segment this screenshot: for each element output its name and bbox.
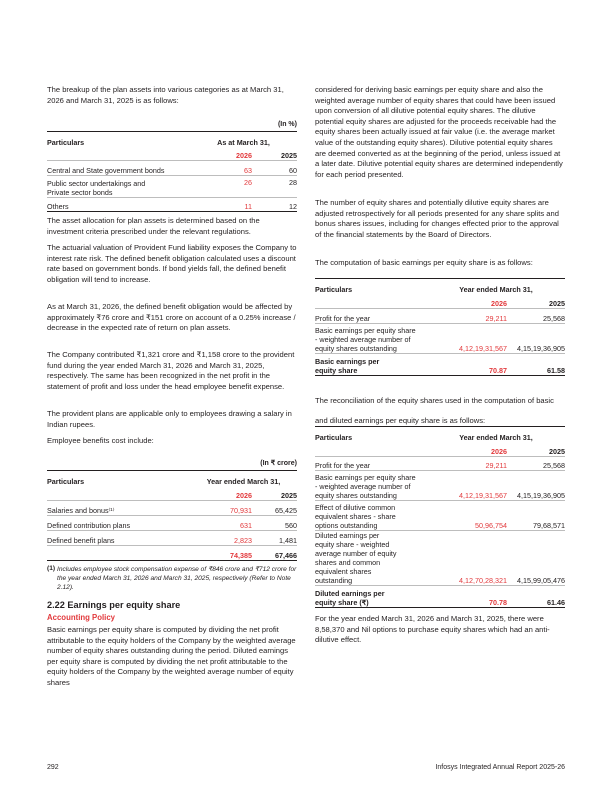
table-row: Basic earnings per equity share - weighted average number of equity shares outstanding 4,12,19,31,567 4,15,19,36,905: [315, 471, 565, 501]
paragraph-reconciliation-intro: The reconciliation of the equity shares used in the computation of basic and diluted earnings per equity share is as follows:: [315, 396, 554, 425]
plan-assets-table: [47, 131, 297, 212]
paragraph-diluted-continuation: considered for deriving basic earnings per equity share and also the weighted average number of equity shares that could have been issued upon conversion of all dilutive potential equity shares. The dilutive potential equity shares are adjusted for the proceeds receivable had the equity shares been actually issued at fair value (i.e. the average market value of the outstanding equity shares). Dilutive potential equity shares are deemed converted as at the beginning of the period, unless issued at a later date. Dilutive potential equity shares are determined independently for each period presented.: [315, 85, 563, 179]
table-row: Defined contribution plans 631 560: [47, 516, 297, 531]
table-row: Basic earnings per equity share - weighted average number of equity shares outstanding 4,12,19,31,567 4,15,19,36,905: [315, 324, 565, 354]
table-header-particulars: Particulars: [315, 279, 427, 294]
table-total-row: Diluted earnings per equity share (₹) 70.78 61.46: [315, 586, 565, 608]
table-total-row: Basic earnings per equity share 70.87 61.58: [315, 354, 565, 376]
page-number: 292: [47, 764, 59, 771]
employee-benefits-table: [47, 470, 297, 561]
year-2026: 2026: [190, 147, 252, 161]
plan-assets-intro: The breakup of the plan assets into various categories as at March 31, 2026 and March 31, 2025 is as follows:: [47, 85, 284, 105]
table-row: Diluted earnings per equity share - weighted average number of equity shares and common equivalent shares outstanding 4,12,70,28,321 4,15,99,05,476: [315, 531, 565, 585]
year-2026: 2026: [427, 294, 507, 309]
table-row: Effect of dilutive common equivalent shares - share options outstanding 50,96,754 79,68,571: [315, 501, 565, 531]
paragraph-benefits-intro: Employee benefits cost include:: [47, 436, 154, 445]
table-header-particulars: Particulars: [315, 427, 427, 442]
table-header-group: Year ended March 31,: [427, 427, 565, 442]
table-header-group: As at March 31,: [190, 132, 297, 147]
footnote-text: Includes employee stock compensation expense of ₹846 crore and ₹712 crore for the year ended March 31, 2026 and March 31, 2025, respectively (Refer to Note 2.12).: [57, 566, 297, 591]
table-row: Central and State government bonds 63 60: [47, 161, 297, 176]
paragraph-contributions: The Company contributed ₹1,321 crore and ₹1,158 crore to the provident fund during the year ended March 31, 2026 and March 31, 2025, respectively. The same has been recognized in the net profit in the statement of profit and loss under the head employee benefit expense.: [47, 350, 295, 391]
table-header-group: Year ended March 31,: [427, 279, 565, 294]
paragraph-anti-dilutive: For the year ended March 31, 2026 and March 31, 2025, there were 8,58,370 and Nil options to purchase equity shares which had an anti-dilutive effect.: [315, 614, 550, 645]
year-2025: 2025: [252, 147, 297, 161]
year-2026: 2026: [190, 486, 252, 501]
year-2025: 2025: [507, 294, 565, 309]
table-header-particulars: Particulars: [47, 471, 190, 486]
diluted-eps-table: [315, 426, 565, 608]
table-total-row: 74,385 67,466: [47, 546, 297, 561]
table-row: Profit for the year 29,211 25,568: [315, 457, 565, 471]
table-row: Salaries and bonus⁽¹⁾ 70,931 65,425: [47, 501, 297, 516]
paragraph-asset-allocation: The asset allocation for plan assets is determined based on the investment criteria prescribed under the relevant regulations.: [47, 216, 260, 236]
year-2026: 2026: [427, 442, 507, 457]
policy-title: Accounting Policy: [47, 613, 116, 622]
paragraph-obligation-sensitivity: As at March 31, 2026, the defined benefit obligation would be affected by approximately ₹76 crore and ₹151 crore on account of a 0.25% increase / decrease in the expected rate of return on plan assets.: [47, 302, 296, 333]
year-2025: 2025: [252, 486, 297, 501]
year-2025: 2025: [507, 442, 565, 457]
basic-eps-table: [315, 278, 565, 376]
table-header-particulars: Particulars: [47, 132, 190, 147]
unit-label-crore: (In ₹ crore): [260, 460, 297, 467]
unit-label-percent: (In %): [277, 121, 297, 128]
paragraph-retrospective-adjustment: The number of equity shares and potentially dilutive equity shares are adjusted retrospectively for all periods presented for any share splits and bonus shares issues, including for changes effected prior to the approval of the financial statements by the Board of Directors.: [315, 198, 559, 239]
table-row: Defined benefit plans 2,823 1,481: [47, 531, 297, 546]
section-title: 2.22 Earnings per equity share: [47, 600, 181, 610]
paragraph-basic-computation-intro: The computation of basic earnings per equity share is as follows:: [315, 258, 533, 267]
report-title: Infosys Integrated Annual Report 2025-26: [435, 764, 565, 771]
table-row: Others 11 12: [47, 198, 297, 212]
footnote-mark: (1): [47, 565, 56, 572]
paragraph-applicability: The provident plans are applicable only to employees drawing a salary in Indian rupees.: [47, 409, 292, 429]
table-row: Profit for the year 29,211 25,568: [315, 309, 565, 324]
table-header-group: Year ended March 31,: [190, 471, 297, 486]
paragraph-basic-eps: Basic earnings per equity share is computed by dividing the net profit attributable to the equity holders of the Company by the weighted average number of equity shares outstanding during the period. Diluted earnings per equity share is computed by dividing the net profit attributable to the equity holders of the Company by the weighted average number of equity shares: [47, 625, 296, 687]
paragraph-actuarial-valuation: The actuarial valuation of Provident Fund liability exposes the Company to interest rate risk. The defined benefit obligation calculated uses a discount rate based on government bonds. If bond yields fall, the defined benefit obligation will tend to increase.: [47, 243, 297, 284]
table-row: Public sector undertakings and Private sector bonds 26 28: [47, 176, 297, 198]
